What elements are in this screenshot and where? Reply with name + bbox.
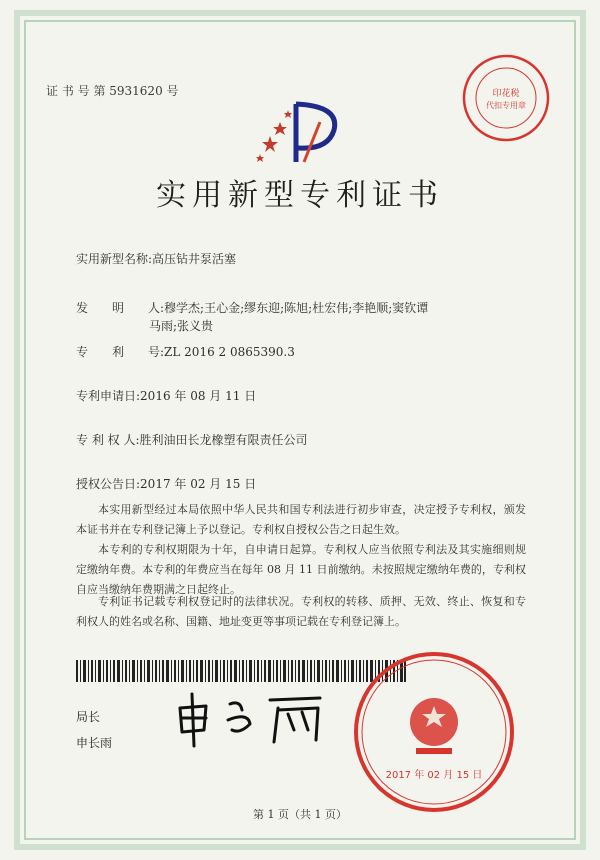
- utility-model-name-row: [76, 250, 236, 268]
- inventor-value-line1: 穆学杰;王心金;缪东迎;陈旭;杜宏伟;李艳顺;窦钦谭: [164, 301, 429, 315]
- grant-date-label: 授权公告日:: [76, 477, 141, 491]
- filing-date-label: 专利申请日:: [76, 389, 141, 403]
- patent-number-value: ZL 2016 2 0865390.3: [164, 345, 295, 359]
- inventor-label: 发 明 人:: [76, 301, 165, 315]
- patentee-label: 专 利 权 人:: [76, 433, 140, 447]
- svg-text:2017 年 02 月 15 日: 2017 年 02 月 15 日: [385, 770, 483, 781]
- cnipa-logo: [248, 96, 348, 166]
- page-footer: 第 1 页（共 1 页）: [253, 808, 347, 821]
- filing-date-value: 2016 年 08 月 11 日: [140, 389, 257, 403]
- inventor-value-line2: 马雨;张义贵: [149, 319, 214, 333]
- paragraph-1: 本实用新型经过本局依照中华人民共和国专利法进行初步审查，决定授予专利权，颁发本证书并在专利登记簿上予以登记。专利权自授权公告之日起生效。: [76, 503, 526, 536]
- director-signature: [170, 690, 340, 750]
- director-title: 局长: [76, 710, 101, 724]
- patent-number-row: [76, 343, 295, 361]
- filing-date-row: [76, 387, 256, 405]
- patentee-row: [76, 431, 308, 449]
- cnipa-official-seal: [352, 650, 516, 814]
- director-name: 申长雨: [76, 736, 113, 750]
- paragraph-2: 本专利的专利权期限为十年，自申请日起算。专利权人应当依照专利法及其实施细则规定缴纳年费。本专利的年费应当在每年 08 月 11 日前缴纳。未按照规定缴纳年费的，专利权自应当缴纳年费期满之日起终止。: [76, 543, 526, 596]
- svg-text:印花税: 印花税: [492, 89, 520, 99]
- svg-text:代扣专用章: 代扣专用章: [486, 101, 526, 110]
- grant-date-row: [76, 475, 256, 493]
- utility-model-name-value: 高压钻井泵活塞: [152, 252, 237, 266]
- utility-model-name-label: 实用新型名称:: [76, 252, 153, 266]
- grant-date-value: 2017 年 02 月 15 日: [140, 477, 257, 491]
- certificate-number: 证 书 号 第 5931620 号: [46, 84, 179, 98]
- patent-number-label: 专 利 号:: [76, 345, 165, 359]
- inventor-row: [76, 299, 428, 317]
- patentee-value: 胜利油田长龙橡塑有限责任公司: [139, 433, 308, 447]
- document-title: 实用新型专利证书: [156, 178, 444, 213]
- paragraph-3: 专利证书记载专利权登记时的法律状况。专利权的转移、质押、无效、终止、恢复和专利权人的姓名或名称、国籍、地址变更等事项记载在专利登记簿上。: [76, 595, 526, 628]
- tax-stamp-seal: [460, 52, 552, 144]
